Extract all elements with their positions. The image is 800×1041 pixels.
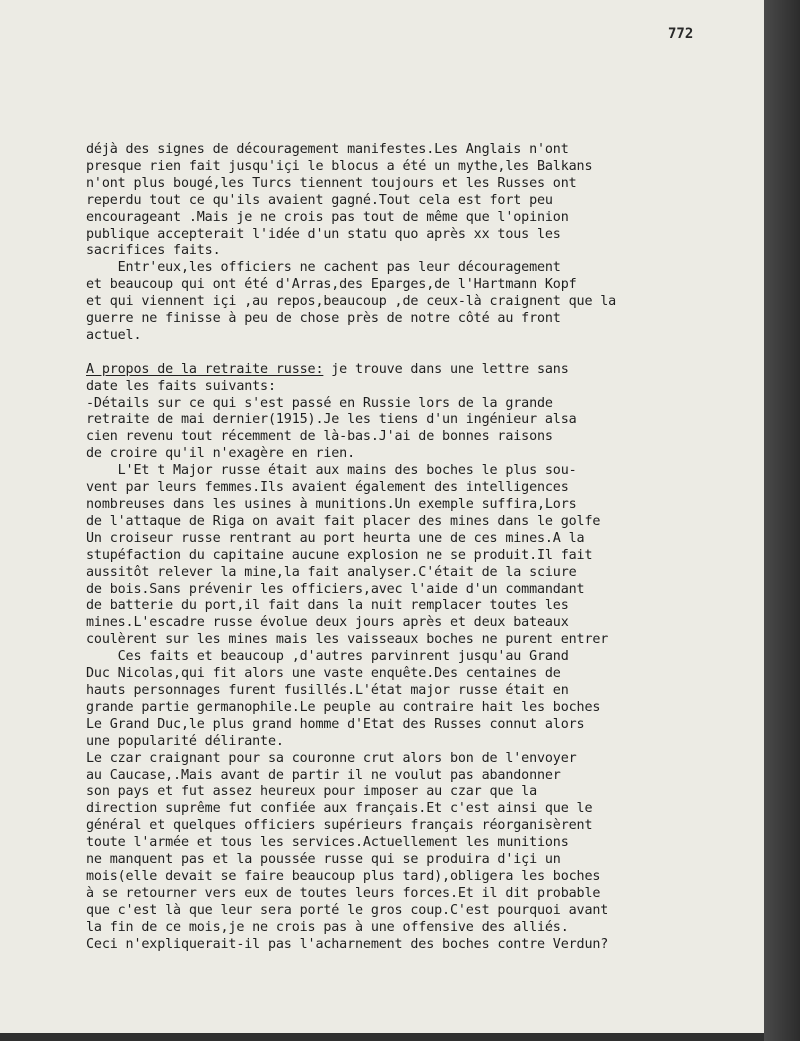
text-line: Duc Nicolas,qui fit alors une vaste enquête.Des centaines de [86,666,561,682]
text-line: et beaucoup qui ont été d'Arras,des Eparges,de l'Hartmann Kopf [86,277,577,293]
page-number: 772 [668,26,694,42]
text-line: de bois.Sans prévenir les officiers,avec l'aide d'un commandant [86,581,585,597]
text-line: coulèrent sur les mines mais les vaisseaux boches ne purent entrer [86,632,609,648]
text-line: son pays et fut assez heureux pour imposer au czar que la [86,784,537,800]
text-line: -Détails sur ce qui s'est passé en Russie lors de la grande [86,395,553,411]
text-line: de croire qu'il n'exagère en rien. [86,446,356,462]
text-line: Le czar craignant pour sa couronne crut alors bon de l'envoyer [86,750,577,766]
text-line: la fin de ce mois,je ne crois pas à une offensive des alliés. [86,919,569,935]
text-line: Ceci n'expliquerait-il pas l'acharnement des boches contre Verdun? [86,936,609,952]
text-line: de batterie du port,il fait dans la nuit remplacer toutes les [86,598,569,614]
text-line: direction suprême fut confiée aux français.Et c'est ainsi que le [86,801,593,817]
text-line: à se retourner vers eux de toutes leurs forces.Et il dit probable [86,885,601,901]
scanner-bottom-edge [0,1033,764,1041]
text-line: je trouve dans une lettre sans [323,361,569,377]
scanner-edge [764,0,800,1041]
text-line: nombreuses dans les usines à munitions.Un exemple suffira,Lors [86,497,577,513]
text-line: déjà des signes de découragement manifestes.Les Anglais n'ont [86,142,569,157]
paragraph-gap [86,345,764,362]
text-line: ne manquent pas et la poussée russe qui se produira d'içi un [86,852,561,868]
text-line: date les faits suivants: [86,378,276,394]
text-line: sacrifices faits. [86,243,221,259]
text-line: presque rien fait jusqu'içi le blocus a été un mythe,les Balkans [86,158,593,174]
text-line: au Caucase,.Mais avant de partir il ne voulut pas abandonner [86,767,561,783]
text-line: guerre ne finisse à peu de chose près de notre côté au front [86,311,561,327]
text-line: actuel. [86,327,142,343]
text-line: n'ont plus bougé,les Turcs tiennent toujours et les Russes ont [86,175,577,191]
text-line: Ces faits et beaucoup ,d'autres parvinrent jusqu'au Grand [86,649,569,665]
text-body [86,142,764,953]
text-line: hauts personnages furent fusillés.L'état major russe était en [86,682,569,698]
text-line: toute l'armée et tous les services.Actuellement les munitions [86,835,569,851]
text-line: encourageant .Mais je ne crois pas tout de même que l'opinion [86,209,569,225]
text-line: Entr'eux,les officiers ne cachent pas leur découragement [86,260,561,276]
section-heading: A propos de la retraite russe: [86,361,324,377]
text-line: et qui viennent içi ,au repos,beaucoup ,de ceux-là craignent que la [86,294,617,310]
text-line: publique accepterait l'idée d'un statu quo après xx tous les [86,226,561,242]
text-line: de l'attaque de Riga on avait fait placer des mines dans le golfe [86,513,601,529]
text-line: Un croiseur russe rentrant au port heurta une de ces mines.A la [86,530,585,546]
text-line: aussitôt relever la mine,la fait analyser.C'était de la sciure [86,564,577,580]
text-line: stupéfaction du capitaine aucune explosion ne se produit.Il fait [86,547,593,563]
text-line: L'Et t Major russe était aux mains des boches le plus sou- [86,463,577,479]
text-line: retraite de mai dernier(1915).Je les tiens d'un ingénieur alsa [86,412,577,428]
text-line: vent par leurs femmes.Ils avaient également des intelligences [86,480,569,496]
text-line-with-heading [86,362,764,379]
text-line: mines.L'escadre russe évolue deux jours après et deux bateaux [86,615,569,631]
text-line: général et quelques officiers supérieurs français réorganisèrent [86,818,593,834]
text-line: Le Grand Duc,le plus grand homme d'Etat des Russes connut alors [86,716,585,732]
text-line: mois(elle devait se faire beaucoup plus tard),obligera les boches [86,868,601,884]
text-line: une popularité délirante. [86,733,284,749]
text-line: reperdu tout ce qu'ils avaient gagné.Tout cela est fort peu [86,192,553,208]
text-line: cien revenu tout récemment de là-bas.J'ai de bonnes raisons [86,429,553,445]
text-line: que c'est là que leur sera porté le gros coup.C'est pourquoi avant [86,902,609,918]
text-line: grande partie germanophile.Le peuple au contraire hait les boches [86,699,601,715]
